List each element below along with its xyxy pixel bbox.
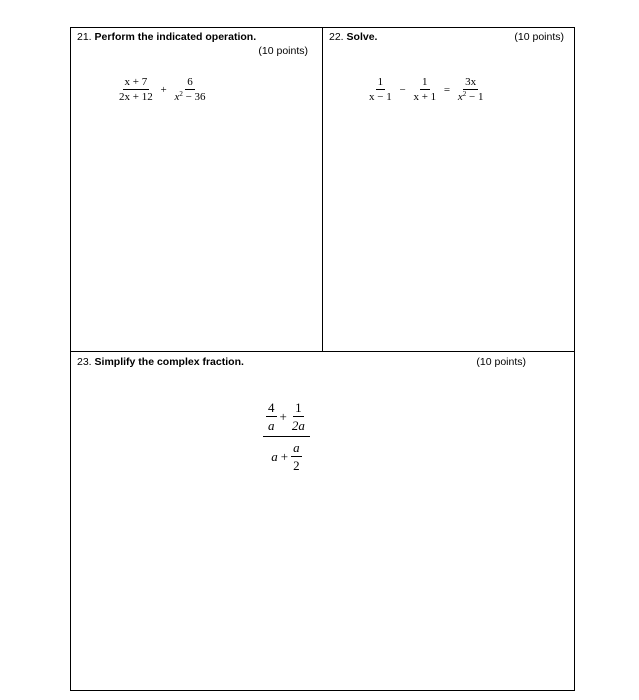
denominator: x + 1 (413, 91, 437, 103)
constant-term: − 1 (466, 91, 484, 103)
problem-22-equation (367, 76, 485, 103)
constant-term: − 36 (182, 91, 206, 103)
exponent: 2 (179, 90, 183, 98)
variable: a (268, 418, 275, 433)
problem-22-points: (10 points) (514, 31, 564, 43)
denominator: x − 1 (369, 91, 392, 103)
fraction (117, 76, 155, 103)
denominator (172, 90, 207, 103)
fraction (367, 76, 394, 103)
denominator: 2x + 12 (119, 91, 153, 103)
variable: a (293, 440, 300, 455)
numerator: 1 (422, 76, 428, 88)
denominator (456, 90, 486, 103)
complex-denominator (268, 440, 304, 473)
operator: + (280, 448, 289, 464)
problem-21-points: (10 points) (258, 45, 308, 57)
problem-22-number: 22. (329, 31, 344, 43)
problem-23-cell (71, 352, 574, 690)
complex-numerator (263, 400, 310, 433)
problem-22-title: Solve. (346, 31, 378, 43)
numerator: 3x (465, 76, 477, 88)
problem-22-cell (323, 28, 574, 352)
complex-fraction (263, 400, 310, 473)
problem-23-number: 23. (77, 356, 92, 368)
problem-21-title: Perform the indicated operation. (94, 31, 257, 43)
variable: x (174, 91, 180, 103)
fraction (290, 400, 307, 433)
main-fraction-bar (263, 436, 310, 437)
fraction (172, 76, 207, 103)
operator: + (279, 408, 287, 424)
equals-sign: = (443, 83, 451, 96)
fraction (411, 76, 438, 103)
numerator: 4 (268, 400, 275, 415)
fraction (456, 76, 486, 103)
fraction (266, 400, 277, 433)
problem-23-heading (77, 356, 244, 369)
problem-22-heading (329, 31, 377, 44)
operator: − (399, 83, 406, 96)
problem-21-heading (77, 31, 256, 44)
term: 2a (291, 418, 305, 433)
numerator (291, 440, 302, 457)
worksheet-grid (70, 27, 575, 691)
variable: a (271, 448, 278, 464)
variable: x (457, 91, 463, 103)
problem-21-expression (117, 76, 208, 103)
exponent: 2 (462, 90, 467, 98)
problem-23-points: (10 points) (476, 356, 526, 368)
denominator (266, 417, 277, 433)
fraction (291, 440, 302, 473)
numerator: x + 7 (124, 76, 148, 88)
denominator: 2 (293, 458, 300, 473)
problem-23-title: Simplify the complex fraction. (94, 356, 244, 368)
operator: + (160, 83, 167, 96)
numerator: 1 (295, 400, 302, 415)
numerator: 1 (377, 76, 384, 88)
denominator (290, 417, 307, 433)
numerator: 6 (187, 76, 193, 88)
problem-21-cell (71, 28, 323, 352)
problem-21-number: 21. (77, 31, 92, 43)
